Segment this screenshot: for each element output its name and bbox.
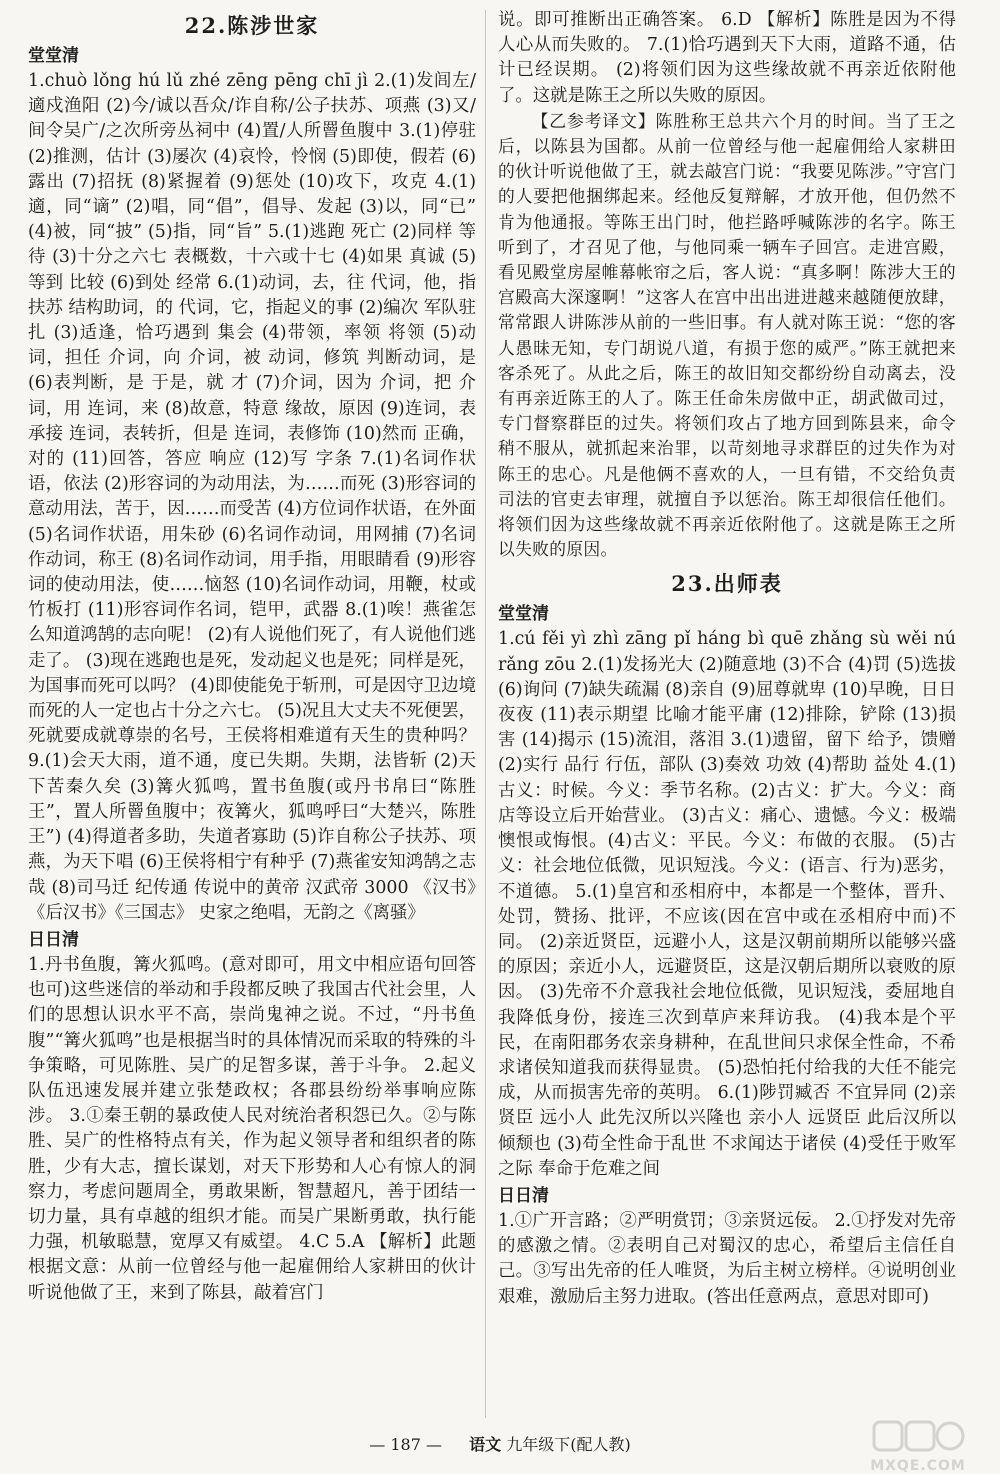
- left-column: [28, 8, 476, 1426]
- tangtangqing-answers-23: 1.cú fěi yì zhì zāng pǐ háng bì quē zhǎng sù wěi nú rǎng zōu 2.(1)发扬光大 (2)随意地 (3)不合 (4)罚 (5)选拔 (6)询问 (7)缺失疏漏 (8)亲自 (9)屈尊就卑 (10)早晚，日日夜夜 (11)表示期望 比喻才能平庸 (12)排除，铲除 (13)损害 (14)揭示 (15)流泪，落泪 3.(1)遗留，留下 给予，馈赠 (2)实行 品行 行伍，部队 (3)奏效 功效 (4)帮助 益处 4.(1)古义：时候。今义：季节名称。(2)古义：扩大。今义：商店等设立后开始营业。 (3)古义：痛心、遗憾。今义：极端懊恨或悔恨。(4)古义：平民。今义：布做的衣服。 (5)古义：社会地位低微，见识短浅。今义：(语言、行为)恶劣，不道德。 5.(1)皇宫和丞相府中，本都是一个整体，晋升、处罚，赞扬、批评，不应该(因在宫中或在丞相府中而)不同。 (2)亲近贤臣，远避小人，这是汉朝前期所以能够兴盛的原因；亲近小人，远避贤臣，这是汉朝后期所以衰败的原因。 (3)先帝不介意我社会地位低微，见识短浅，委屈地自我降低身份，接连三次到草庐来拜访我。 (4)我本是个平民，在南阳郡务农亲身耕种，在乱世间只求保全性命，不希求诸侯知道我而获得显贵。 (5)恐怕托付给我的大任不能完成，从而损害先帝的英明。 6.(1)陟罚臧否 不宜异同 (2)亲贤臣 远小人 此先汉所以兴隆也 亲小人 远贤臣 此后汉所以倾颓也 (3)苟全性命于乱世 不求闻达于诸侯 (4)受任于败军之际 奉命于危难之间: [498, 629, 956, 1179]
- watermark-logo-icon: [870, 1418, 966, 1458]
- grade-label: 九年级下(配人教): [506, 1435, 631, 1454]
- subject-label: 语文: [469, 1435, 502, 1454]
- reference-translation: 【乙参考译文】陈胜称王总共六个月的时间。当了王之后，以陈县为国都。从前一位曾经与他一起雇佣给人家耕田的伙计听说他做了王，就去敲宫门说：“我要见陈涉。”守宫门的人要把他捆绑起来。经他反复辩解，才放开他，但仍然不肯为他通报。等陈王出门时，他拦路呼喊陈涉的名字。陈王听到了，才召见了他，与他同乘一辆车子回宫。走进宫殿，看见殿堂房屋帷幕帐帘之后，客人说：“真多啊！陈涉大王的宫殿高大深邃啊！”这客人在宫中出出进进越来越随便放肆，常常跟人讲陈涉从前的一些旧事。有人就对陈王说：“您的客人愚昧无知，专门胡说八道，有损于您的威严。”陈王就把来客杀死了。从此之后，陈王的故旧知交都纷纷自动离去，没有再亲近陈王的人了。陈王任命朱房做中正，胡武做司过，专门督察群臣的过失。将领们攻占了地方回到陈县来，命令稍不服从，就抓起来治罪，以苛刻地寻求群臣的过失作为对陈王的忠心。凡是他俩不喜欢的人，一旦有错，不交给负责司法的官吏去审理，就擅自予以惩治。陈王却很信任他们。将领们因为这些缘故就不再亲近依附他了。这就是陈王之所以失败的原因。: [498, 110, 956, 560]
- page-number: — 187 —: [369, 1435, 442, 1454]
- tangtangqing-answers-22: 1.chuò lǒng hú lǔ zhé zēng pēng chī jì 2.(1)发闾左/適戍渔阳 (2)今/诚以吾众/诈自称/公子扶苏、项燕 (3)又/间令吴广/之次所旁丛祠中 (4)置/人所罾鱼腹中 3.(1)停驻 (2)推测，估计 (3)屡次 (4)哀怜，怜悯 (5)即使，假若 (6)露出 (7)招抚 (8)紧握着 (9)惩处 (10)攻下，攻克 4.(1)適，同“谪” (2)唱，同“倡”，倡导、发起 (3)以，同“已” (4)被，同“披” (5)指，同“旨” 5.(1)逃跑 死亡 (2)同样 等待 (3)十分之六七 表概数，十六或十七 (4)如果 真诚 (5)等到 比较 (6)到处 经常 6.(1)动词，去，往 代词，他，指扶苏 结构助词，的 代词，它，指起义的事 (2)编次 军队驻扎 (3)适逢，恰巧遇到 集会 (4)带领，率领 将领 (5)动词，担任 介词，向 介词，被 动词，修筑 判断动词，是 (6)表判断，是 于是，就 才 (7)介词，因为 介词，把 介词，用 连词，来 (8)故意，特意 缘故，原因 (9)连词，表承接 连词，表转折，但是 连词，表修饰 (10)然而 正确，对的 (11)回答，答应 响应 (12)写 字条 7.(1)名词作状语，依法 (2)形容词的为动用法，为……而死 (3)形容词的意动用法，苦于，因……而受苦 (4)方位词作状语，在外面 (5)名词作状语，用朱砂 (6)名词作动词，用网捕 (7)名词作动词，称王 (8)名词作动词，用手指，用眼睛看 (9)形容词的使动用法，使……恼怒 (10)名词作动词，用鞭，杖或竹板打 (11)形容词作名词，铠甲，武器 8.(1)唉！燕雀怎么知道鸿鹄的志向呢！ (2)有人说他们死了，有人说他们逃走了。 (3)现在逃跑也是死，发动起义也是死；同样是死，为国事而死可以吗？ (4)即使能免于斩刑，可是因守卫边境而死的人一定也占十分之六七。 (5)况且大丈夫不死便罢，死就要成就尊崇的名号，王侯将相难道有天生的贵种吗？ 9.(1)会天大雨，道不通，度已失期。失期，法皆斩 (2)天下苦秦久矣 (3)篝火狐鸣，置书鱼腹(或丹书帛曰“陈胜王”，置人所罾鱼腹中；夜篝火，狐鸣呼曰“大楚兴，陈胜王”) (4)得道者多助，失道者寡助 (5)诈自称公子扶苏、项燕，为天下唱 (6)王侯将相宁有种乎 (7)燕雀安知鸿鹄之志哉 (8)司马迁 纪传通 传说中的黄帝 汉武帝 3000 《汉书》《后汉书》《三国志》 史家之绝唱，无韵之《离骚》: [28, 71, 476, 923]
- tangtangqing-heading-23: 堂堂清: [498, 604, 549, 625]
- right-column: [498, 8, 956, 1426]
- watermark-text: MXQE.COM: [870, 1458, 966, 1474]
- column-divider: [485, 10, 486, 1418]
- ririqing-heading-23: 日日清: [498, 1185, 549, 1206]
- ririqing-answers-22: 1.丹书鱼腹，篝火狐鸣。(意对即可，用文中相应语句回答也可)这些迷信的举动和手段都反映了我国古代社会里，人们的思想认识水平不高，崇尚鬼神之说。不过，“丹书鱼腹”“篝火狐鸣”也是根据当时的具体情况而采取的特殊的斗争策略，可见陈胜、吴广的足智多谋，善于斗争。 2.起义队伍迅速发展并建立张楚政权；各郡县纷纷举事响应陈涉。 3.①秦王朝的暴政使人民对统治者积怨已久。②与陈胜、吴广的性格特点有关，作为起义领导者和组织者的陈胜，少有大志，擅长谋划，对天下形势和人心有惊人的洞察力，考虑问题周全，勇敢果断，智慧超凡，善于团结一切力量，具有卓越的组织才能。而吴广果断勇敢，执行能力强，机敏聪慧，宽厚又有威望。 4.C 5.A 【解析】此题根据文意：从前一位曾经与他一起雇佣给人家耕田的伙计听说他做了王，来到了陈县，敲着宫门: [28, 954, 476, 1303]
- ririqing-answers-23: 1.①广开言路；②严明赏罚；③亲贤远佞。 2.①抒发对先帝的感激之情。②表明自己对蜀汉的忠心，希望后主信任自己。③写出先帝的任人唯贤，为后主树立榜样。④说明创业艰难，激励后主努力进取。(答出任意两点，意思对即可): [498, 1210, 956, 1307]
- page-footer: [0, 1432, 1000, 1458]
- section-title-23: 23.出师表: [671, 571, 783, 597]
- site-watermark: [870, 1418, 966, 1474]
- ririqing-heading: 日日清: [28, 929, 79, 950]
- continued-answers-22: 说。即可推断出正确答案。 6.D 【解析】陈胜是因为不得人心从而失败的。 7.(1)恰巧遇到天下大雨，道路不通，估计已经误期。 (2)将领们因为这些缘故就不再亲近依附他了。这就是陈王之所以失败的原因。: [498, 10, 956, 106]
- section-title-22: 22.陈涉世家: [184, 13, 320, 38]
- tangtangqing-heading: 堂堂清: [28, 46, 79, 66]
